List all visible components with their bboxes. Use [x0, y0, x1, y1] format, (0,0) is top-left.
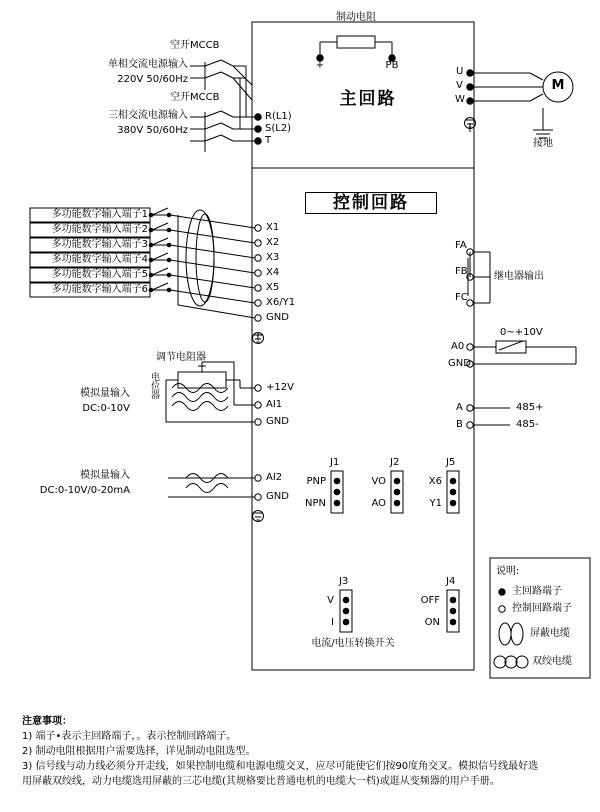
jumper-J4-bottom: ON — [424, 617, 440, 628]
motor-label: M — [551, 78, 565, 93]
terminal-R — [255, 114, 261, 120]
legend-item-control-terminal: 控制回路端子 — [512, 603, 572, 614]
label-terminal-FA: FA — [455, 240, 467, 251]
label-terminal-U: U — [456, 66, 464, 77]
braking-terminal-pb: PB — [385, 60, 399, 71]
twisted-pair-ai2 — [186, 474, 228, 493]
legend-item-twisted-cable: 双绞电缆 — [532, 656, 572, 667]
ground-label: 接地 — [533, 138, 553, 149]
terminal-X5 — [255, 285, 261, 291]
mccb-label-2: 空开MCCB — [170, 92, 220, 103]
digital-input-label-5: 多功能数字输入端子5 — [51, 269, 148, 280]
label-terminal-X2: X2 — [266, 237, 280, 248]
note-item-1: 1) 端子•表示主回路端子，。表示控制回路端子。 — [22, 731, 237, 742]
label-terminal-B-485: B — [456, 419, 463, 430]
jumper-J2-bottom: AO — [371, 498, 386, 509]
terminal-12V — [255, 385, 261, 391]
label-terminal-AI1: AI1 — [266, 399, 283, 410]
note-item-2: 2) 制动电阻根据用户需要选择，详见制动电阻选型。 — [22, 746, 256, 757]
braking-resistor-label: 制动电阻 — [336, 12, 376, 23]
digital-input-label-2: 多功能数字输入端子2 — [51, 224, 148, 235]
label-485-plus: 485+ — [516, 402, 544, 413]
title-main-circuit: 主回路 — [339, 89, 397, 109]
legend-item-main-terminal: 主回路端子 — [512, 586, 562, 597]
digital-input-label-6: 多功能数字输入端子6 — [51, 284, 148, 295]
braking-resistor-symbol — [337, 36, 375, 48]
label-terminal-S: S(L2) — [265, 123, 292, 134]
analog-output-range-label: 0~+10V — [500, 327, 543, 338]
terminal-X1 — [255, 225, 261, 231]
terminal-AI2 — [255, 475, 261, 481]
terminal-V — [467, 84, 473, 90]
terminal-W — [467, 98, 473, 104]
analog-input-2-line1: 模拟量输入 — [80, 470, 130, 481]
terminal-U — [467, 70, 473, 76]
digital-input-label-4: 多功能数字输入端子4 — [51, 254, 148, 265]
legend-control-terminal-icon — [499, 606, 505, 612]
jumper-J1-top: PNP — [306, 476, 326, 487]
label-terminal-X1: X1 — [266, 222, 280, 233]
label-terminal-R: R(L1) — [265, 111, 292, 122]
potentiometer-vertical-label: 电位器 — [149, 372, 159, 399]
label-terminal-AI2: AI2 — [266, 472, 283, 483]
label-terminal-A0: A0 — [451, 341, 465, 352]
label-terminal-X5: X5 — [266, 282, 280, 293]
label-terminal-T: T — [265, 135, 272, 146]
notes-block — [22, 714, 582, 789]
label-terminal-FB: FB — [455, 266, 468, 277]
meter-symbol — [496, 341, 526, 353]
terminal-X2 — [255, 240, 261, 246]
jumper-caption: 电流/电压转换开关 — [311, 638, 395, 649]
notes-title: 注意事项： — [22, 716, 72, 727]
terminal-X3 — [255, 255, 261, 261]
jumper-J4-top: OFF — [420, 595, 440, 606]
potentiometer-label: 调节电阻器 — [156, 352, 206, 363]
label-terminal-X4: X4 — [266, 267, 280, 278]
jumper-J3-bottom: I — [331, 617, 334, 628]
shielded-cable-digital — [186, 210, 214, 306]
jumper-J1-label: J1 — [330, 457, 340, 468]
terminal-GND-ai2 — [255, 494, 261, 500]
terminal-GND-ai1 — [255, 419, 261, 425]
jumper-J3-top: V — [327, 595, 334, 606]
power-input-1-line1: 单相交流电源输入 — [108, 59, 188, 70]
label-terminal-W: W — [455, 94, 465, 105]
legend-title: 说明: — [496, 566, 520, 577]
legend-shield-icon — [499, 623, 523, 645]
legend-item-shielded-cable: 屏蔽电缆 — [530, 628, 570, 639]
jumper-J2-label: J2 — [390, 457, 400, 468]
note-item-4: 用屏蔽双绞线，动力电缆选用屏蔽的三芯电缆(其规格要比普通电机的电缆大一档)或逛从变频器的用户手册。 — [22, 776, 500, 787]
terminal-A0 — [467, 344, 473, 350]
label-terminal-12V: +12V — [266, 382, 294, 393]
label-terminal-X3: X3 — [266, 252, 280, 263]
label-terminal-GND-ai1: GND — [266, 416, 289, 427]
analog-input-1-line1: 模拟量输入 — [80, 388, 130, 399]
jumper-J5-label: J5 — [446, 457, 456, 468]
label-terminal-V: V — [456, 80, 463, 91]
terminal-S — [255, 126, 261, 132]
jumper-J5-top: X6 — [428, 476, 442, 487]
digital-input-label-1: 多功能数字输入端子1 — [51, 209, 148, 220]
power-input-2-line1: 三相交流电源输入 — [108, 110, 188, 121]
digital-input-label-3: 多功能数字输入端子3 — [51, 239, 148, 250]
terminal-AI1 — [255, 402, 261, 408]
jumper-J5-bottom: Y1 — [429, 498, 442, 509]
label-terminal-GND-ai2: GND — [266, 491, 289, 502]
terminal-X6Y1 — [255, 300, 261, 306]
mccb-label-1: 空开MCCB — [170, 40, 220, 51]
terminal-X4 — [255, 270, 261, 276]
braking-terminal-plus: + — [315, 60, 325, 71]
title-control-circuit: 控制回路 — [305, 192, 437, 214]
legend-main-terminal-icon — [499, 589, 505, 595]
jumper-J3-label: J3 — [339, 576, 349, 587]
jumper-J1-bottom: NPN — [305, 498, 326, 509]
terminal-GND-digital — [255, 315, 261, 321]
analog-input-2-line2: DC:0-10V/0-20mA — [39, 485, 130, 496]
terminal-B-485 — [467, 422, 473, 428]
note-item-3: 3) 信号线与动力线必须分开走线，如果控制电缆和电源电缆交叉，应尽可能使它们按90度角交叉。模拟信号线最好选 — [22, 761, 539, 772]
terminal-A-485 — [467, 405, 473, 411]
legend-twisted-icon — [494, 656, 528, 668]
label-terminal-X6Y1: X6/Y1 — [266, 297, 296, 308]
label-terminal-A-485: A — [456, 402, 463, 413]
label-terminal-GND-digital: GND — [266, 312, 289, 323]
power-input-1-line2: 220V 50/60Hz — [117, 74, 188, 85]
jumper-J2-top: VO — [371, 476, 386, 487]
label-485-minus: 485- — [516, 419, 539, 430]
jumper-J4-label: J4 — [446, 576, 456, 587]
power-input-2-line2: 380V 50/60Hz — [117, 125, 188, 136]
terminal-T — [255, 138, 261, 144]
label-terminal-GND-ao: GND — [448, 358, 471, 369]
analog-input-1-line2: DC:0-10V — [82, 403, 130, 414]
relay-output-label: 继电器输出 — [494, 271, 544, 282]
label-terminal-FC: FC — [455, 292, 468, 303]
